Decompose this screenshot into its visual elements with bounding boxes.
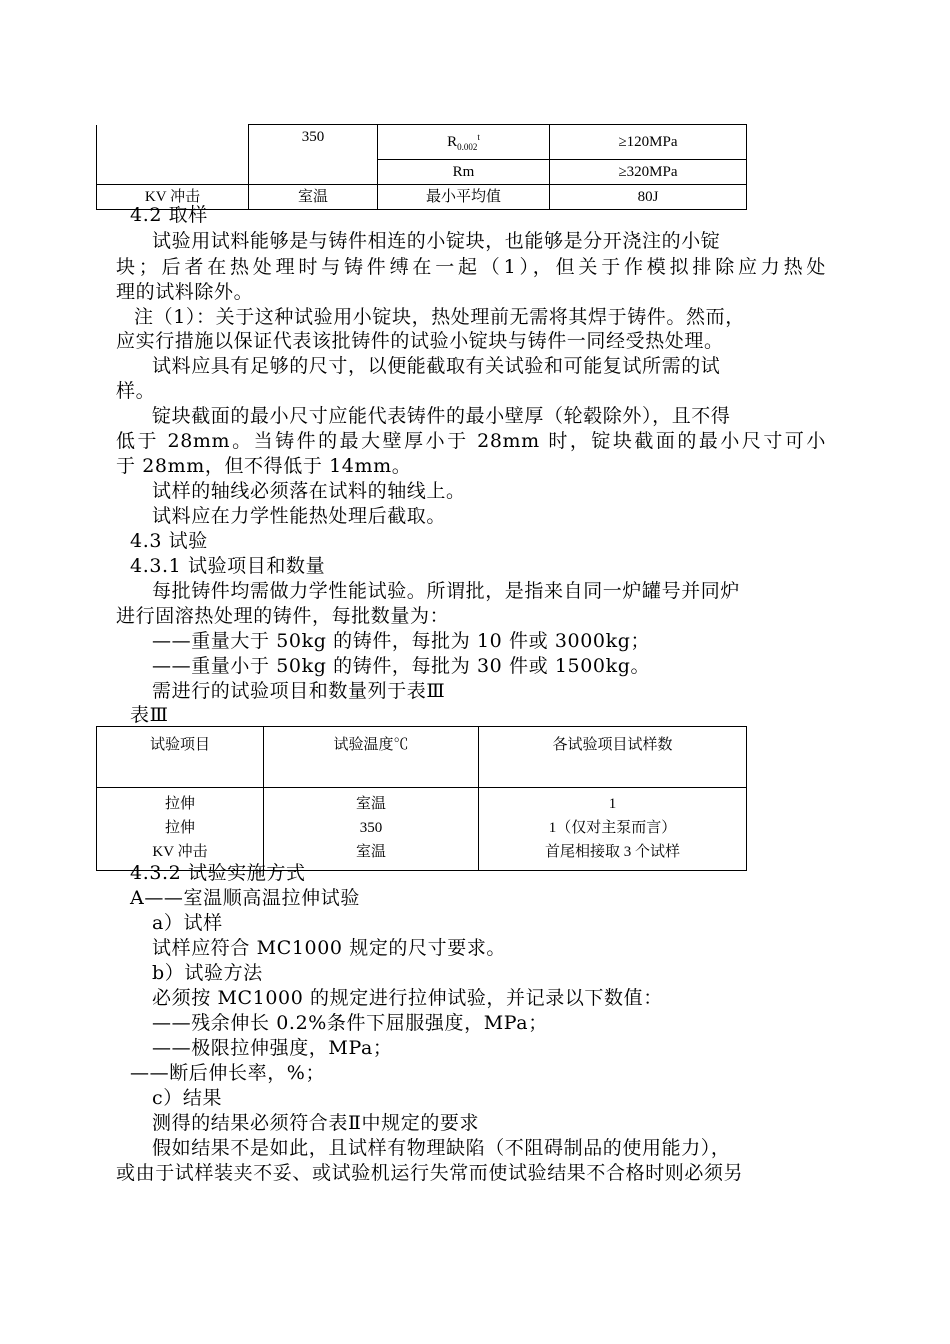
paragraph-line: 测得的结果必须符合表Ⅱ中规定的要求: [152, 1112, 480, 1134]
table-caption: 表Ⅲ: [130, 704, 169, 726]
table-header-cell: 试验温度℃: [264, 727, 479, 788]
table-header-row: [97, 727, 747, 788]
list-heading: a）试样: [152, 912, 223, 934]
paragraph-line: 假如结果不是如此，且试样有物理缺陷（不阻碍制品的使用能力），: [152, 1137, 731, 1159]
test-items-table: [96, 726, 747, 871]
note-line: 注（1）：关于这种试验用小锭块，热处理前无需将其焊于铸件。然而，: [134, 306, 745, 328]
table-cell: 最小平均值: [378, 185, 550, 210]
paragraph-line: A——室温顺高温拉伸试验: [130, 887, 360, 909]
paragraph-line: 锭块截面的最小尺寸应能代表铸件的最小壁厚（轮毂除外），且不得: [152, 405, 731, 427]
table-header-cell: 各试验项目试样数: [479, 727, 747, 788]
paragraph-line: 进行固溶热处理的铸件，每批数量为：: [116, 605, 450, 627]
table-cell: ≥120MPa: [550, 125, 747, 160]
paragraph-line: 需进行的试验项目和数量列于表Ⅲ: [152, 680, 446, 702]
paragraph-line: 试样应符合 MC1000 规定的尺寸要求。: [152, 937, 507, 959]
list-item: ——重量小于 50kg 的铸件，每批为 30 件或 1500kg。: [152, 655, 651, 677]
list-item: ——极限拉伸强度，MPa；: [152, 1037, 393, 1059]
table-cell: 350: [249, 125, 378, 185]
paragraph-line: 每批铸件均需做力学性能试验。所谓批，是指来自同一炉罐号并同炉: [152, 580, 741, 602]
table-cell: Rm: [378, 160, 550, 185]
table-cell: $R_{0.002}^t$: [378, 125, 550, 160]
table-cell: KV 冲击: [97, 185, 249, 210]
paragraph-line: 样。: [116, 380, 156, 402]
table-cell: [97, 125, 249, 185]
paragraph-line: 或由于试样装夹不妥、或试验机运行失常而使试验结果不合格时则必须另: [116, 1162, 744, 1184]
paragraph-line: 必须按 MC1000 的规定进行拉伸试验，并记录以下数值：: [152, 987, 663, 1009]
list-heading: b）试验方法: [152, 962, 263, 984]
paragraph-line: 于 28mm，但不得低于 14mm。: [116, 455, 412, 477]
list-item: ——残余伸长 0.2%条件下屈服强度，MPa；: [152, 1012, 548, 1034]
table-row: [97, 788, 747, 871]
paragraph-line: 试料应具有足够的尺寸，以便能截取有关试验和可能复试所需的试: [152, 355, 721, 377]
paragraph-line: 试样的轴线必须落在试料的轴线上。: [152, 480, 466, 502]
paragraph-line: 块；后者在热处理时与铸件缚在一起（1），但关于作模拟排除应力热处: [116, 256, 826, 278]
note-line: 应实行措施以保证代表该批铸件的试验小锭块与铸件一同经受热处理。: [116, 330, 724, 352]
table-cell: 室温: [249, 185, 378, 210]
table-cell: 80J: [550, 185, 747, 210]
section-heading: 4.3 试验: [130, 530, 208, 552]
table-cell: 拉伸 拉伸 KV 冲击: [97, 788, 264, 871]
section-heading: 4.2 取样: [130, 204, 208, 226]
paragraph-line: 试料应在力学性能热处理后截取。: [152, 505, 447, 527]
subsection-heading: 4.3.1 试验项目和数量: [130, 555, 326, 577]
list-item: ——重量大于 50kg 的铸件，每批为 10 件或 3000kg；: [152, 630, 651, 652]
list-heading: c）结果: [152, 1087, 223, 1109]
list-item: ——断后伸长率，%；: [130, 1062, 326, 1084]
subsection-heading: 4.3.2 试验实施方式: [130, 862, 306, 884]
table-row: [97, 125, 747, 160]
mechanical-properties-table-continued: [96, 124, 747, 210]
table-cell: ≥320MPa: [550, 160, 747, 185]
paragraph-line: 理的试料除外。: [116, 281, 254, 303]
paragraph-line: 低于 28mm。当铸件的最大壁厚小于 28mm 时，锭块截面的最小尺寸可小: [116, 430, 826, 452]
table-cell: 室温 350 室温: [264, 788, 479, 871]
table-header-cell: 试验项目: [97, 727, 264, 788]
table-cell: 1 1（仅对主泵而言） 首尾相接取 3 个试样: [479, 788, 747, 871]
paragraph-line: 试验用试料能够是与铸件相连的小锭块，也能够是分开浇注的小锭: [152, 230, 721, 252]
